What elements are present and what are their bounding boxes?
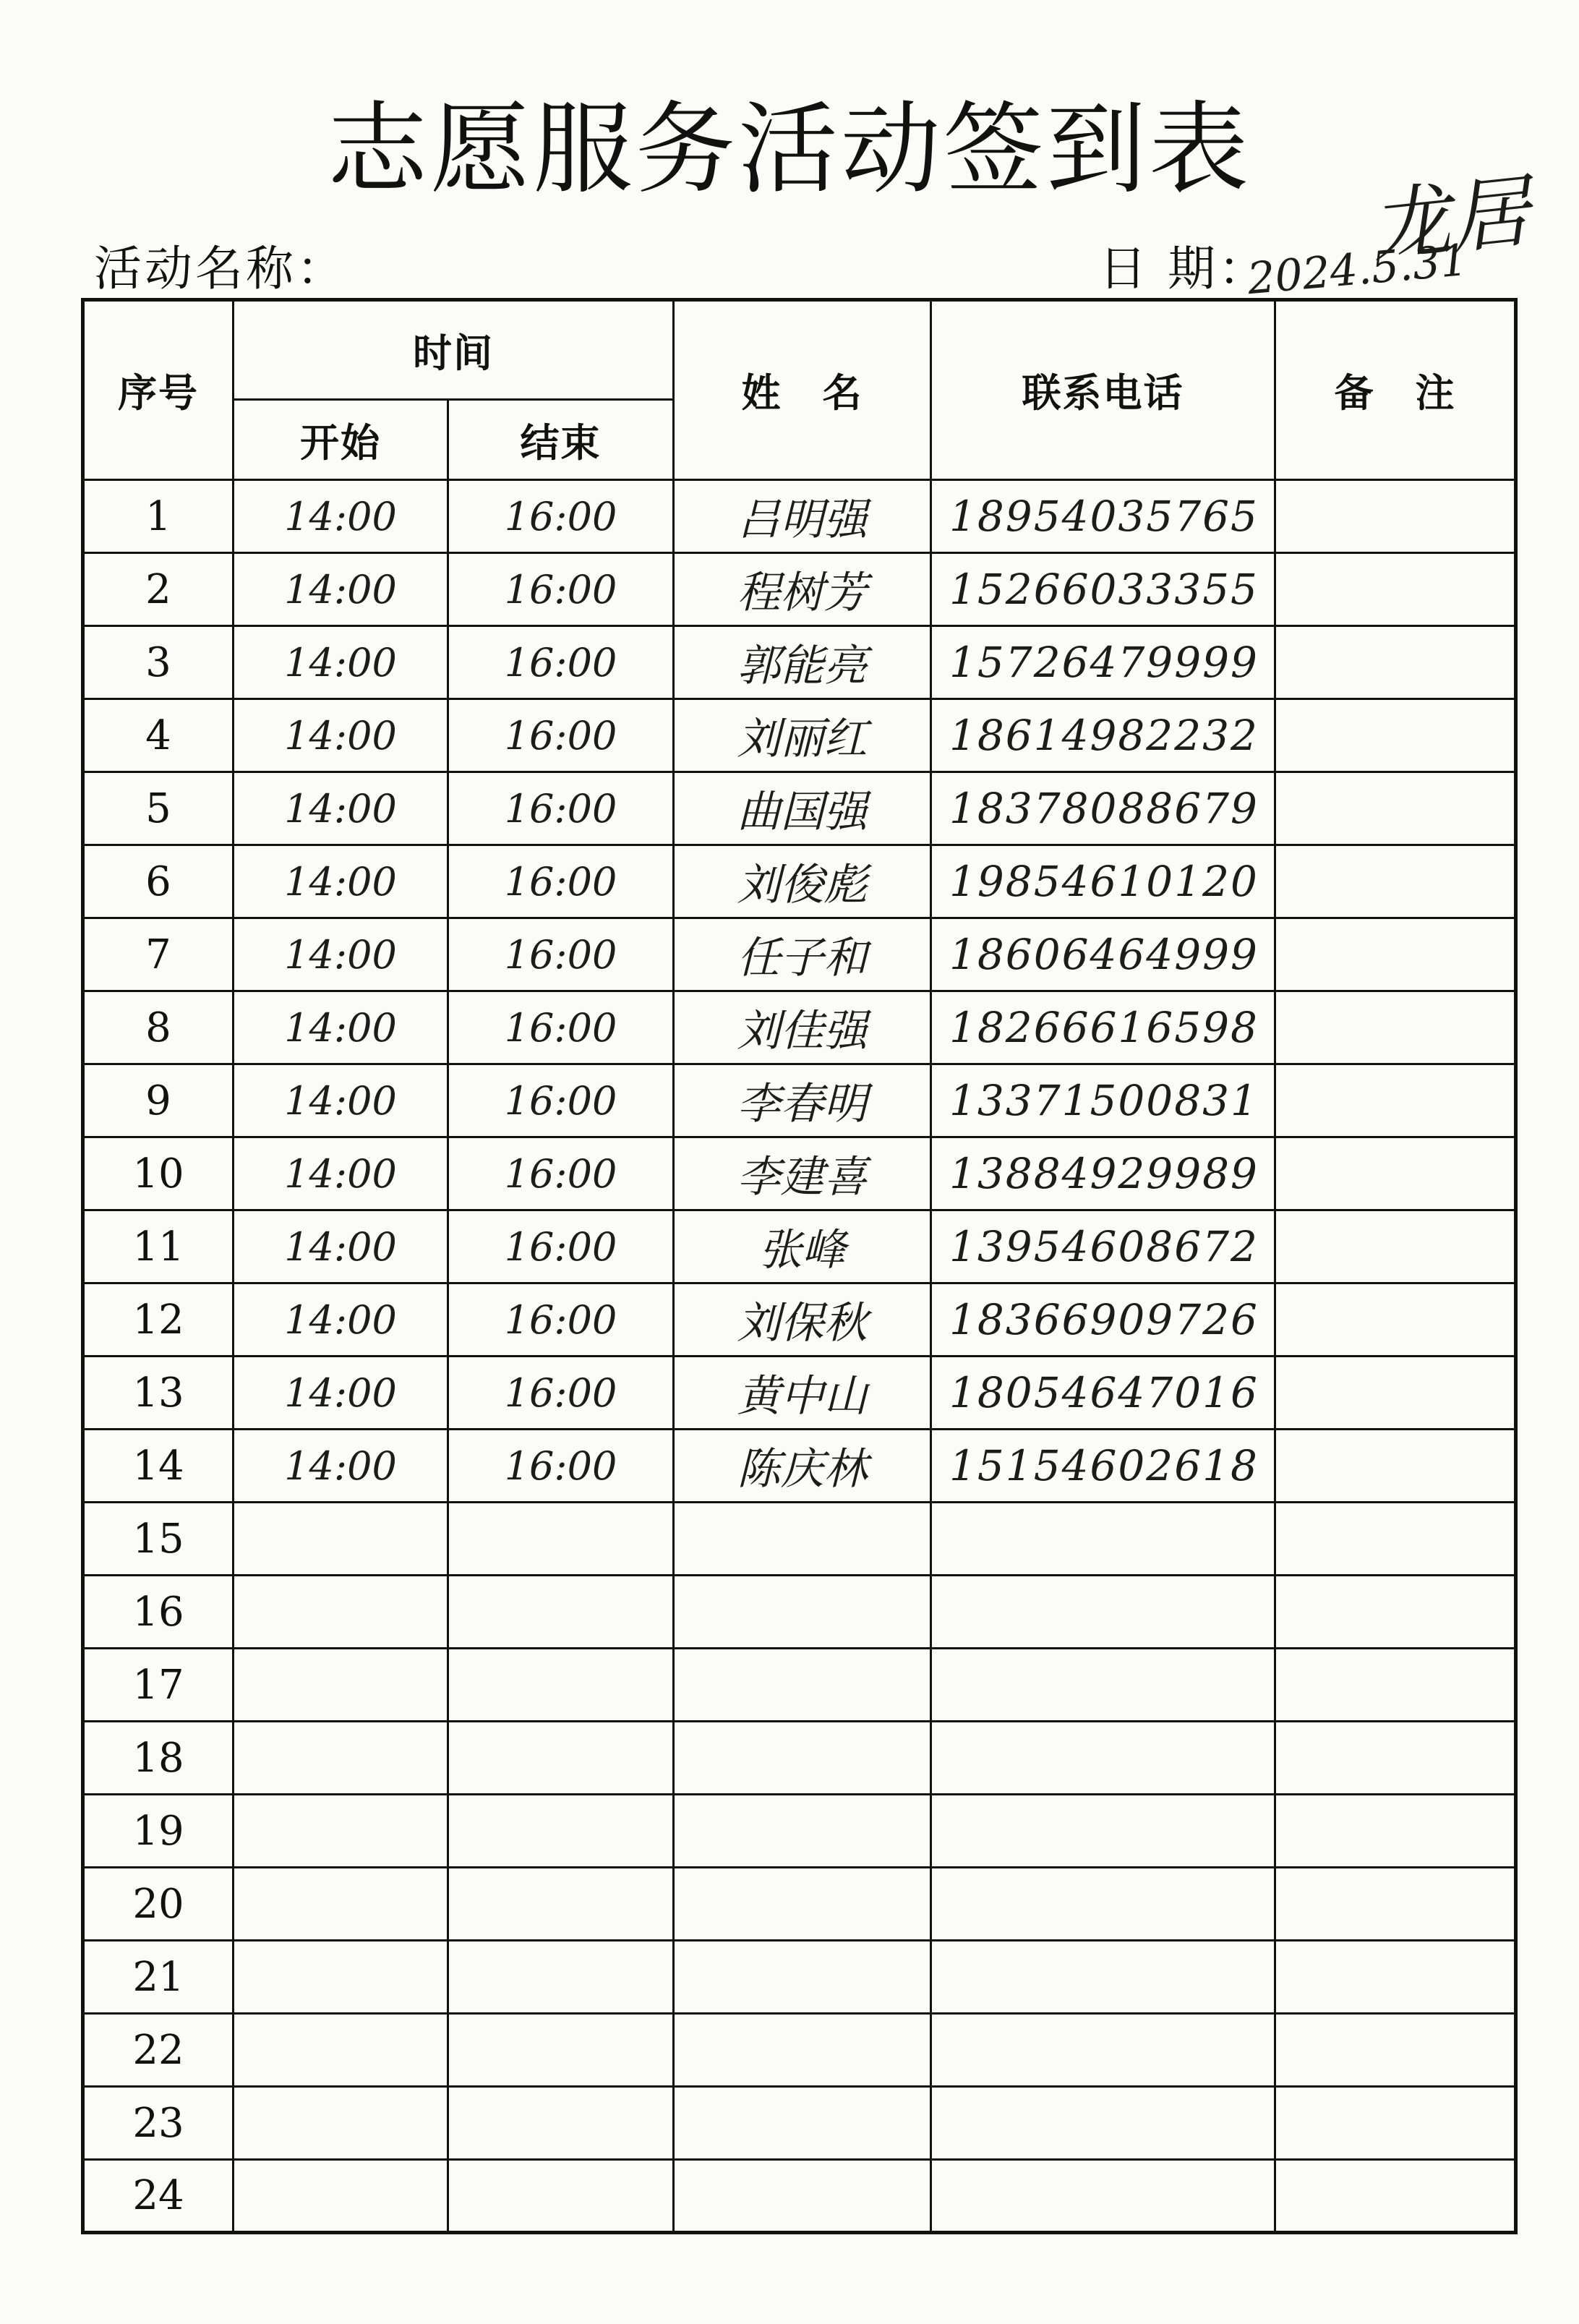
serial-cell: 10 — [83, 1137, 234, 1210]
start-time-cell: 14:00 — [234, 1064, 448, 1137]
start-time-cell: 14:00 — [234, 991, 448, 1064]
signin-table — [81, 298, 1518, 2234]
remark-cell — [1275, 2087, 1516, 2160]
start-time-cell: 14:00 — [234, 1283, 448, 1357]
table-row — [83, 1576, 1516, 1649]
end-time-cell — [448, 1722, 674, 1795]
start-time-cell: 14:00 — [234, 1210, 448, 1283]
phone-cell: 18378088679 — [931, 772, 1275, 845]
end-time-cell — [448, 2087, 674, 2160]
table-row — [83, 991, 1516, 1064]
signature-cell: 刘俊彪 — [674, 845, 931, 918]
end-time-cell — [448, 1576, 674, 1649]
phone-cell — [931, 1795, 1275, 1868]
remark-cell — [1275, 1868, 1516, 1941]
start-time-cell — [234, 1649, 448, 1722]
phone-cell — [931, 2160, 1275, 2233]
phone-cell: 18614982232 — [931, 699, 1275, 772]
serial-cell: 6 — [83, 845, 234, 918]
serial-cell: 2 — [83, 553, 234, 626]
remark-cell — [1275, 772, 1516, 845]
serial-cell: 24 — [83, 2160, 234, 2233]
table-row — [83, 1283, 1516, 1357]
signature-cell: 黄中山 — [674, 1357, 931, 1430]
remark-cell — [1275, 1649, 1516, 1722]
table-row — [83, 1795, 1516, 1868]
serial-cell: 8 — [83, 991, 234, 1064]
header-name: 姓 名 — [674, 300, 931, 480]
signature-cell — [674, 2014, 931, 2087]
start-time-cell: 14:00 — [234, 772, 448, 845]
end-time-cell: 16:00 — [448, 1430, 674, 1503]
end-time-cell — [448, 1649, 674, 1722]
serial-cell: 1 — [83, 480, 234, 553]
signature-cell — [674, 1795, 931, 1868]
table-row — [83, 1503, 1516, 1576]
serial-cell: 5 — [83, 772, 234, 845]
corner-note: 龙居 — [1366, 164, 1535, 274]
signature-cell: 任子和 — [674, 918, 931, 991]
serial-cell: 12 — [83, 1283, 234, 1357]
end-time-cell: 16:00 — [448, 918, 674, 991]
end-time-cell: 16:00 — [448, 1064, 674, 1137]
end-time-cell: 16:00 — [448, 1210, 674, 1283]
end-time-cell — [448, 1503, 674, 1576]
activity-name-label: 活动名称： — [94, 241, 347, 296]
serial-cell: 14 — [83, 1430, 234, 1503]
end-time-cell — [448, 1941, 674, 2014]
remark-cell — [1275, 553, 1516, 626]
serial-cell: 9 — [83, 1064, 234, 1137]
table-row — [83, 1357, 1516, 1430]
phone-cell: 18606464999 — [931, 918, 1275, 991]
signature-cell: 郭能亮 — [674, 626, 931, 699]
page-title: 志愿服务活动签到表 — [327, 91, 1251, 208]
start-time-cell: 14:00 — [234, 553, 448, 626]
remark-cell — [1275, 1941, 1516, 2014]
phone-cell: 15266033355 — [931, 553, 1275, 626]
phone-cell: 15154602618 — [931, 1430, 1275, 1503]
serial-cell: 17 — [83, 1649, 234, 1722]
serial-cell: 7 — [83, 918, 234, 991]
phone-cell — [931, 1503, 1275, 1576]
header-remarks: 备 注 — [1275, 300, 1516, 480]
table-row — [83, 918, 1516, 991]
serial-cell: 4 — [83, 699, 234, 772]
signature-cell — [674, 2087, 931, 2160]
start-time-cell: 14:00 — [234, 480, 448, 553]
phone-cell — [931, 1649, 1275, 1722]
table-row — [83, 1430, 1516, 1503]
remark-cell — [1275, 1503, 1516, 1576]
end-time-cell: 16:00 — [448, 845, 674, 918]
start-time-cell — [234, 1941, 448, 2014]
remark-cell — [1275, 845, 1516, 918]
signature-cell — [674, 1941, 931, 2014]
start-time-cell — [234, 2160, 448, 2233]
header-phone: 联系电话 — [931, 300, 1275, 480]
remark-cell — [1275, 626, 1516, 699]
serial-cell: 15 — [83, 1503, 234, 1576]
start-time-cell: 14:00 — [234, 845, 448, 918]
signature-cell: 张峰 — [674, 1210, 931, 1283]
remark-cell — [1275, 1064, 1516, 1137]
phone-cell — [931, 1941, 1275, 2014]
start-time-cell — [234, 1576, 448, 1649]
start-time-cell: 14:00 — [234, 626, 448, 699]
remark-cell — [1275, 1357, 1516, 1430]
header-serial: 序号 — [83, 300, 234, 480]
table-row — [83, 553, 1516, 626]
serial-cell: 16 — [83, 1576, 234, 1649]
end-time-cell — [448, 2014, 674, 2087]
remark-cell — [1275, 1795, 1516, 1868]
table-row — [83, 1137, 1516, 1210]
phone-cell: 13884929989 — [931, 1137, 1275, 1210]
signature-cell — [674, 1576, 931, 1649]
remark-cell — [1275, 991, 1516, 1064]
signature-cell — [674, 2160, 931, 2233]
remark-cell — [1275, 2014, 1516, 2087]
serial-cell: 3 — [83, 626, 234, 699]
start-time-cell: 14:00 — [234, 1137, 448, 1210]
serial-cell: 20 — [83, 1868, 234, 1941]
table-row — [83, 2160, 1516, 2233]
table-row — [83, 772, 1516, 845]
table-row — [83, 2014, 1516, 2087]
phone-cell: 18366909726 — [931, 1283, 1275, 1357]
end-time-cell — [448, 1868, 674, 1941]
remark-cell — [1275, 1137, 1516, 1210]
start-time-cell — [234, 1795, 448, 1868]
signature-cell — [674, 1722, 931, 1795]
serial-cell: 19 — [83, 1795, 234, 1868]
remark-cell — [1275, 2160, 1516, 2233]
table-row — [83, 699, 1516, 772]
phone-cell: 13371500831 — [931, 1064, 1275, 1137]
remark-cell — [1275, 1210, 1516, 1283]
table-row — [83, 1649, 1516, 1722]
serial-cell: 22 — [83, 2014, 234, 2087]
signature-cell: 李建喜 — [674, 1137, 931, 1210]
header-time: 时间 — [234, 300, 674, 400]
remark-cell — [1275, 918, 1516, 991]
serial-cell: 23 — [83, 2087, 234, 2160]
header-start: 开始 — [234, 400, 448, 480]
signature-cell — [674, 1503, 931, 1576]
signature-cell: 李春明 — [674, 1064, 931, 1137]
table-row — [83, 1868, 1516, 1941]
end-time-cell: 16:00 — [448, 991, 674, 1064]
signature-cell: 曲国强 — [674, 772, 931, 845]
table-body — [83, 480, 1516, 2233]
start-time-cell — [234, 2087, 448, 2160]
serial-cell: 13 — [83, 1357, 234, 1430]
start-time-cell — [234, 1503, 448, 1576]
end-time-cell: 16:00 — [448, 1357, 674, 1430]
remark-cell — [1275, 1430, 1516, 1503]
end-time-cell: 16:00 — [448, 480, 674, 553]
start-time-cell — [234, 1722, 448, 1795]
remark-cell — [1275, 1576, 1516, 1649]
phone-cell: 18266616598 — [931, 991, 1275, 1064]
phone-cell — [931, 2087, 1275, 2160]
phone-cell: 18954035765 — [931, 480, 1275, 553]
start-time-cell: 14:00 — [234, 1357, 448, 1430]
remark-cell — [1275, 1722, 1516, 1795]
remark-cell — [1275, 699, 1516, 772]
signature-cell: 刘丽红 — [674, 699, 931, 772]
end-time-cell: 16:00 — [448, 1283, 674, 1357]
remark-cell — [1275, 1283, 1516, 1357]
end-time-cell: 16:00 — [448, 626, 674, 699]
remark-cell — [1275, 480, 1516, 553]
end-time-cell: 16:00 — [448, 699, 674, 772]
phone-cell — [931, 1576, 1275, 1649]
start-time-cell — [234, 1868, 448, 1941]
table-row — [83, 1210, 1516, 1283]
phone-cell — [931, 1722, 1275, 1795]
header-end: 结束 — [448, 400, 674, 480]
phone-cell: 13954608672 — [931, 1210, 1275, 1283]
phone-cell: 19854610120 — [931, 845, 1275, 918]
start-time-cell: 14:00 — [234, 1430, 448, 1503]
signature-cell: 陈庆林 — [674, 1430, 931, 1503]
signature-cell — [674, 1868, 931, 1941]
phone-cell: 18054647016 — [931, 1357, 1275, 1430]
date-value: 2024.5.31 — [1245, 234, 1470, 305]
serial-cell: 21 — [83, 1941, 234, 2014]
end-time-cell: 16:00 — [448, 772, 674, 845]
end-time-cell: 16:00 — [448, 553, 674, 626]
end-time-cell — [448, 2160, 674, 2233]
phone-cell — [931, 1868, 1275, 1941]
signature-cell: 吕明强 — [674, 480, 931, 553]
end-time-cell: 16:00 — [448, 1137, 674, 1210]
start-time-cell: 14:00 — [234, 699, 448, 772]
date-label: 日 期： — [1099, 241, 1269, 296]
table-row — [83, 1722, 1516, 1795]
table-row — [83, 845, 1516, 918]
start-time-cell — [234, 2014, 448, 2087]
signature-cell — [674, 1649, 931, 1722]
table-row — [83, 1941, 1516, 2014]
signature-cell: 刘保秋 — [674, 1283, 931, 1357]
phone-cell: 15726479999 — [931, 626, 1275, 699]
phone-cell — [931, 2014, 1275, 2087]
table-row — [83, 480, 1516, 553]
serial-cell: 18 — [83, 1722, 234, 1795]
signature-cell: 刘佳强 — [674, 991, 931, 1064]
end-time-cell — [448, 1795, 674, 1868]
signature-cell: 程树芳 — [674, 553, 931, 626]
table-row — [83, 626, 1516, 699]
start-time-cell: 14:00 — [234, 918, 448, 991]
table-row — [83, 2087, 1516, 2160]
table-row — [83, 1064, 1516, 1137]
serial-cell: 11 — [83, 1210, 234, 1283]
